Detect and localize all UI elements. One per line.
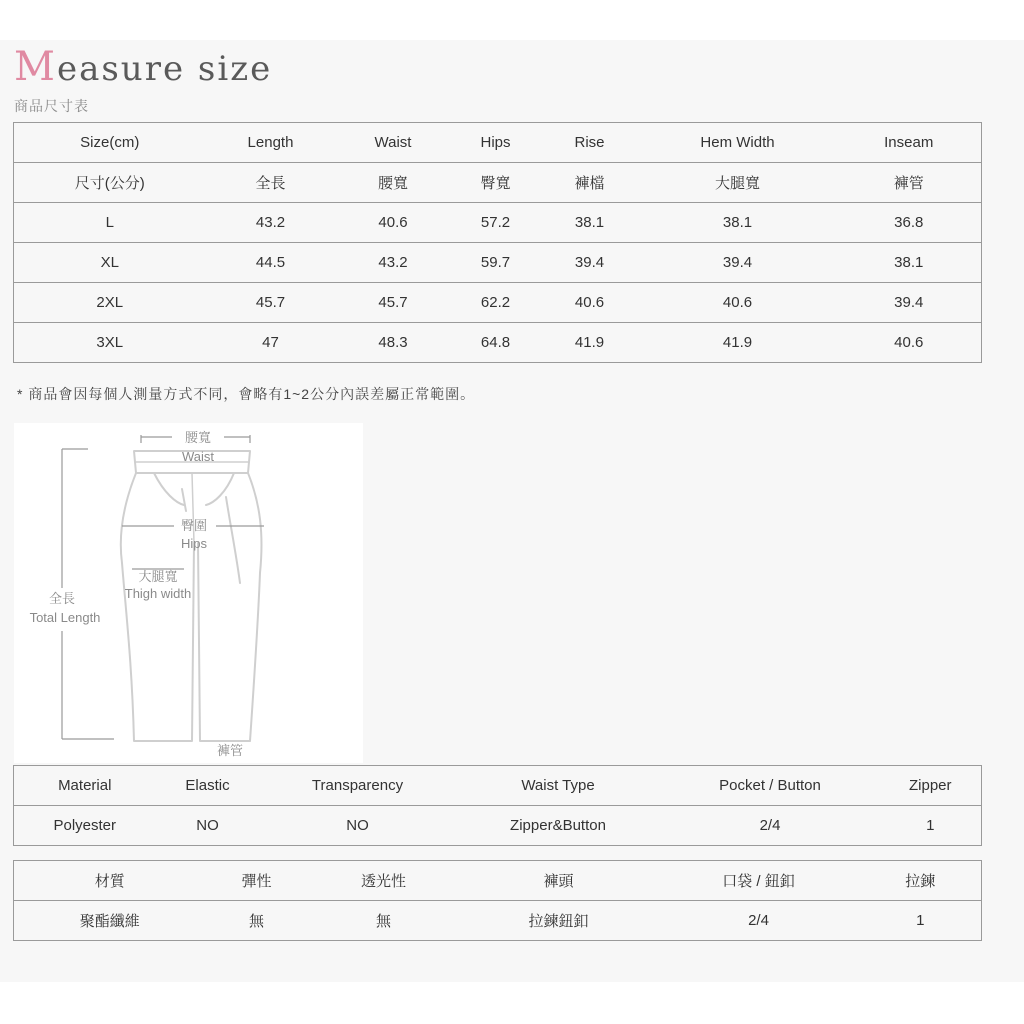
thigh-label-en: Thigh width [124, 586, 192, 601]
table-cell: Transparency [260, 766, 456, 806]
table-cell: Rise [541, 123, 639, 163]
measurement-diagram [14, 423, 363, 763]
material-zh-row [14, 901, 982, 941]
table-cell: 41.9 [541, 323, 639, 363]
page-subtitle: 商品尺寸表 [14, 98, 89, 114]
table-cell: NO [156, 806, 260, 846]
table-cell: L [14, 203, 206, 243]
table-cell: 尺寸(公分) [14, 163, 206, 203]
table-cell: 40.6 [336, 203, 451, 243]
table-cell: 2/4 [658, 901, 860, 941]
material-en-header-row [14, 766, 982, 806]
table-cell: Zipper [880, 766, 982, 806]
table-cell: 38.1 [837, 243, 982, 283]
table-cell: 45.7 [336, 283, 451, 323]
hips-label-en: Hips [180, 536, 207, 551]
table-cell: 無 [206, 901, 308, 941]
table-cell: 全長 [206, 163, 336, 203]
size-table [13, 122, 982, 363]
table-cell: 39.4 [639, 243, 837, 283]
table-cell: 45.7 [206, 283, 336, 323]
table-cell: 43.2 [206, 203, 336, 243]
table-cell: Elastic [156, 766, 260, 806]
table-cell: 聚酯纖維 [14, 901, 206, 941]
table-cell: NO [260, 806, 456, 846]
table-cell: 拉鍊 [860, 861, 982, 901]
table-cell: Material [14, 766, 156, 806]
table-cell: Size(cm) [14, 123, 206, 163]
table-cell: 3XL [14, 323, 206, 363]
page-title [14, 44, 272, 90]
measurement-note: * 商品會因每個人測量方式不同，會略有1~2公分內誤差屬正常範圍。 [17, 386, 476, 402]
table-cell: Pocket / Button [661, 766, 880, 806]
table-cell: Length [206, 123, 336, 163]
table-cell: Inseam [837, 123, 982, 163]
table-cell: 36.8 [837, 203, 982, 243]
table-cell: 彈性 [206, 861, 308, 901]
table-cell: 39.4 [837, 283, 982, 323]
table-cell: 57.2 [451, 203, 541, 243]
table-cell: 透光性 [308, 861, 460, 901]
table-cell: 1 [880, 806, 982, 846]
waist-label-en: Waist [181, 449, 215, 464]
table-cell: XL [14, 243, 206, 283]
table-cell: Polyester [14, 806, 156, 846]
size-table-row [14, 283, 982, 323]
title-rest: easure size [56, 49, 273, 89]
table-cell: 材質 [14, 861, 206, 901]
table-cell: 44.5 [206, 243, 336, 283]
material-zh-header-row [14, 861, 982, 901]
material-en-row [14, 806, 982, 846]
table-cell: 褲檔 [541, 163, 639, 203]
material-table-en [13, 765, 982, 846]
table-cell: 43.2 [336, 243, 451, 283]
table-cell: Hem Width [639, 123, 837, 163]
size-table-header-row [14, 123, 982, 163]
material-table-zh [13, 860, 982, 941]
table-cell: 38.1 [541, 203, 639, 243]
table-cell: 62.2 [451, 283, 541, 323]
hips-label-zh: 臀圍 [180, 518, 207, 533]
table-cell: 40.6 [639, 283, 837, 323]
inseam-label-zh: 褲管 [216, 743, 243, 758]
size-table-row [14, 163, 982, 203]
waist-label-zh: 腰寬 [184, 430, 211, 445]
table-cell: 腰寬 [336, 163, 451, 203]
table-cell: 2XL [14, 283, 206, 323]
table-cell: 39.4 [541, 243, 639, 283]
table-cell: 口袋 / 鈕釦 [658, 861, 860, 901]
title-initial: M [14, 44, 57, 90]
thigh-label-zh: 大腿寬 [138, 569, 178, 584]
table-cell: 褲管 [837, 163, 982, 203]
table-cell: 64.8 [451, 323, 541, 363]
table-cell: 59.7 [451, 243, 541, 283]
table-cell: Hips [451, 123, 541, 163]
table-cell: 41.9 [639, 323, 837, 363]
table-cell: 48.3 [336, 323, 451, 363]
table-cell: 褲頭 [460, 861, 658, 901]
table-cell: 38.1 [639, 203, 837, 243]
table-cell: Zipper&Button [456, 806, 661, 846]
table-cell: 臀寬 [451, 163, 541, 203]
size-table-row [14, 203, 982, 243]
table-cell: 無 [308, 901, 460, 941]
table-cell: 47 [206, 323, 336, 363]
table-cell: 1 [860, 901, 982, 941]
size-table-row [14, 323, 982, 363]
table-cell: Waist Type [456, 766, 661, 806]
total-length-label-zh: 全長 [48, 591, 75, 606]
table-cell: 40.6 [837, 323, 982, 363]
table-cell: 拉鍊鈕釦 [460, 901, 658, 941]
size-table-row [14, 243, 982, 283]
table-cell: 2/4 [661, 806, 880, 846]
table-cell: 40.6 [541, 283, 639, 323]
table-cell: 大腿寬 [639, 163, 837, 203]
total-length-label-en: Total Length [29, 610, 101, 625]
table-cell: Waist [336, 123, 451, 163]
